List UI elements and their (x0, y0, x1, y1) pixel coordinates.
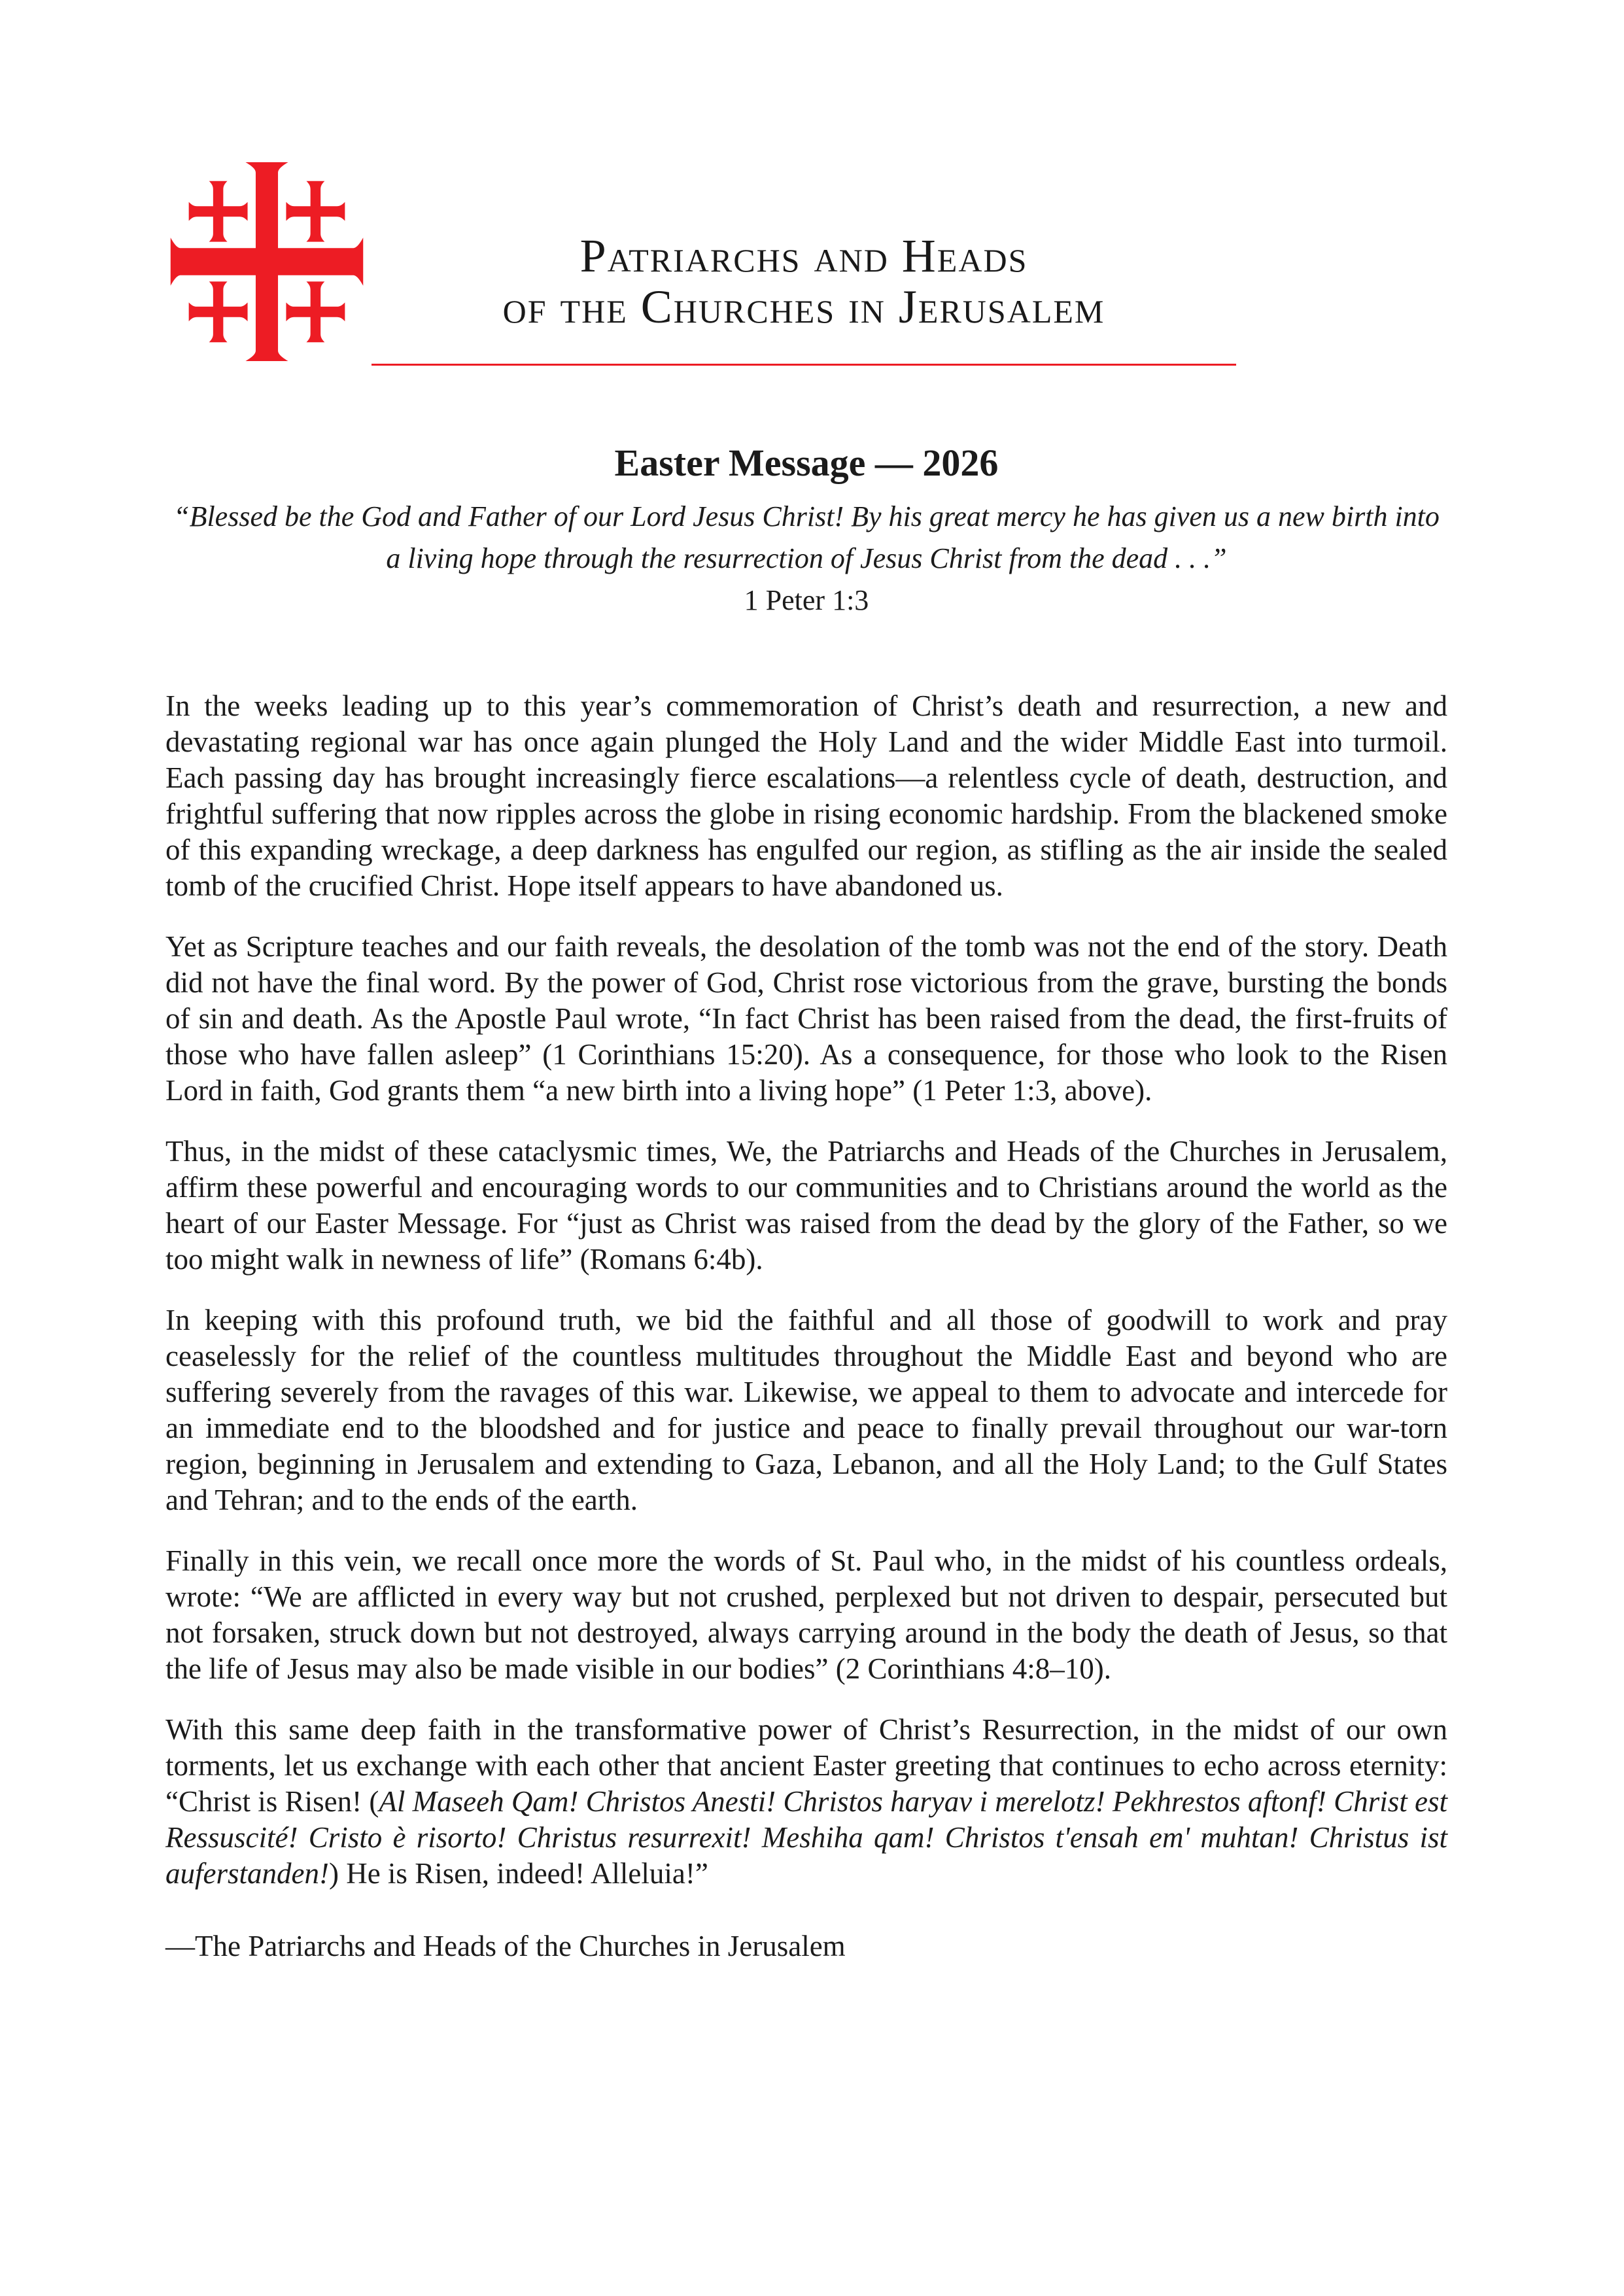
closing-text-after: ) He is Risen, indeed! Alleluia!” (328, 1857, 708, 1890)
org-name (371, 230, 1236, 332)
letterhead-rule (371, 364, 1236, 366)
body-paragraph: In the weeks leading up to this year’s commemoration of Christ’s death and resurrection, a new and devastating regional war has once again plunged the Holy Land and the wider Middle East into turmoil. Each passing day has brought increasingly fierce escalations—a relentless cycle of death, destruction, and frightful suffering that now ripples across the globe in rising economic hardship. From the blackened smoke of this expanding wreckage, a deep darkness has engulfed our region, as stifling as the air inside the sealed tomb of the crucified Christ. Hope itself appears to have abandoned us. (165, 689, 1447, 902)
epigraph-quote: “Blessed be the God and Father of our Lord Jesus Christ! By his great mercy he has given us a new birth into a living hope through the resurrection of Jesus Christ from the dead . . .” (173, 500, 1440, 574)
body-paragraph: Yet as Scripture teaches and our faith reveals, the desolation of the tomb was not the end of the story. Death did not have the final word. By the power of God, Christ rose victorious from the grave, bursting the bonds of sin and death. As the Apostle Paul wrote, “In fact Christ has been raised from the dead, the first-fruits of those who have fallen asleep” (1 Corinthians 15:20). As a consequence, for those who look to the Risen Lord in faith, God grants them “a new birth into a living hope” (1 Peter 1:3, above). (165, 930, 1447, 1107)
body-paragraph: Thus, in the midst of these cataclysmic times, We, the Patriarchs and Heads of the Churches in Jerusalem, affirm these powerful and encouraging words to our communities and to Christians around the world as the heart of our Easter Message. For “just as Christ was raised from the dead by the glory of the Father, so we too might walk in newness of life” (Romans 6:4b). (165, 1135, 1447, 1276)
closing-paragraph (165, 1712, 1447, 1892)
epigraph-citation: 1 Peter 1:3 (744, 584, 869, 616)
body-paragraph: Finally in this vein, we recall once more the words of St. Paul who, in the midst of his countless ordeals, wrote: “We are afflicted in every way but not crushed, perplexed but not driven to despair, persecuted but not forsaken, struck down but not destroyed, always carrying around in the body the death of Jesus, so that the life of Jesus may also be made visible in our bodies” (2 Corinthians 4:8–10). (165, 1544, 1447, 1685)
body-paragraph: In keeping with this profound truth, we bid the faithful and all those of goodwill to work and pray ceaselessly for the relief of the countless multitudes throughout the Middle East and beyond who are suffering severely from the ravages of this war. Likewise, we appeal to them to advocate and intercede for an immediate end to the bloodshed and for justice and peace to finally prevail throughout our war-torn region, beginning in Jerusalem and extending to Gaza, Lebanon, and all the Holy Land; to the Gulf States and Tehran; and to the ends of the earth. (165, 1304, 1447, 1516)
org-name-line2: of the Churches in Jerusalem (502, 281, 1105, 333)
message-title: Easter Message — 2026 (614, 442, 999, 484)
closing-text-before: With this same deep faith in the transformative power of Christ’s Resurrection, in the midst of our own torments, let us exchange with each other that ancient Easter greeting that continues to echo across eternity: “Christ is Risen! ( (165, 1713, 1447, 1818)
org-name-line1: Patriarchs and Heads (579, 230, 1028, 282)
jerusalem-cross-icon (165, 157, 368, 366)
closing-greetings-italic: Al Maseeh Qam! Christos Anesti! Christos haryav i merelotz! Pekhrestos aftonf! Christ est Ressuscité! Cristo è risorto! Christus resurrexit! Meshiha qam! Christos t'ensah em' muhtan! Christus ist auferstanden! (165, 1785, 1447, 1890)
message-content (165, 442, 1447, 1964)
signature-line: —The Patriarchs and Heads of the Churches in Jerusalem (165, 1930, 846, 1962)
message-paragraphs (165, 688, 1447, 1964)
